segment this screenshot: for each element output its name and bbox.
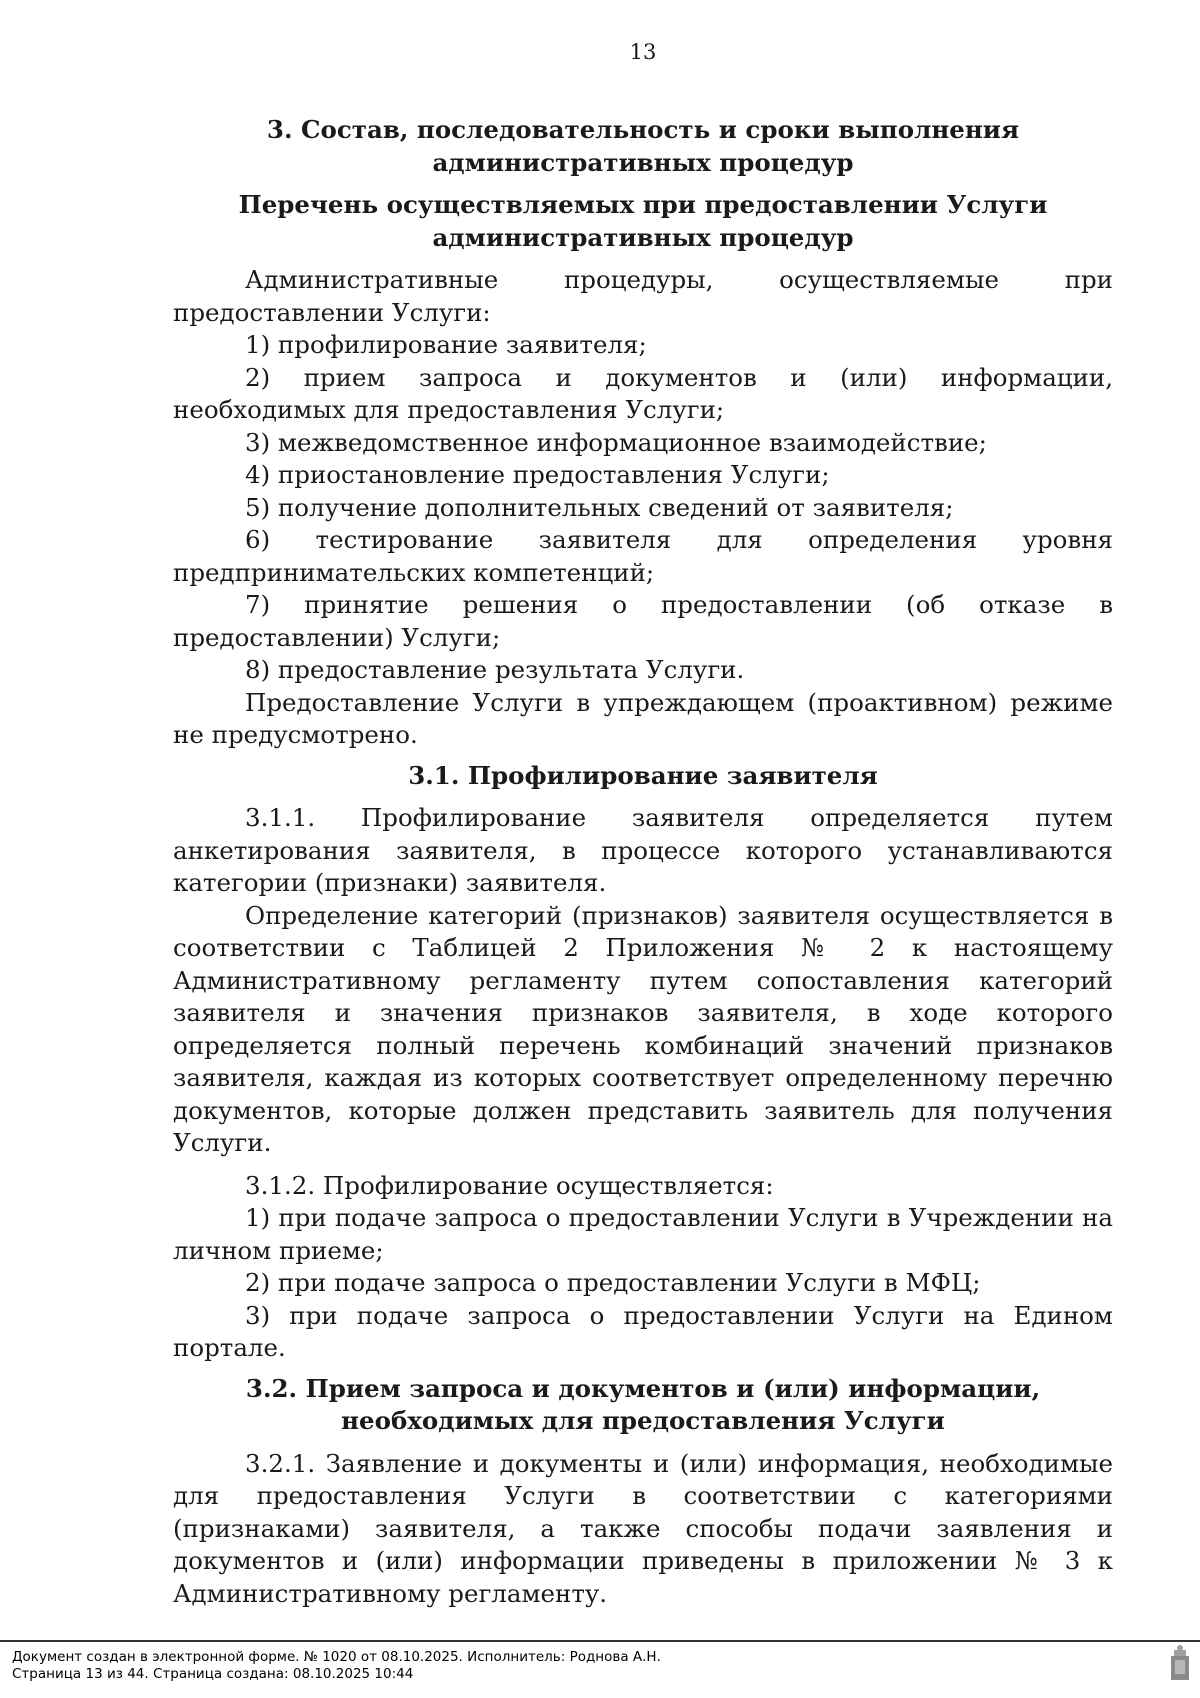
profiling-item: 3) при подаче запроса о предоставлении Услуги на Едином портале.: [173, 1300, 1113, 1362]
procedure-item: 1) профилирование заявителя;: [245, 330, 647, 359]
footer-line-page: Страница 13 из 44. Страница создана: 08.10.2025 10:44: [12, 1666, 414, 1682]
intro-paragraph: Административные процедуры, осуществляемые при предоставлении Услуги:: [173, 265, 1113, 327]
document-body: [173, 114, 1113, 1610]
footer-line-document: Документ создан в электронной форме. № 1020 от 08.10.2025. Исполнитель: Роднова А.Н.: [12, 1649, 661, 1665]
emblem-icon: [1168, 1644, 1192, 1682]
profiling-item: 1) при подаче запроса о предоставлении Услуги в Учреждении на личном приеме;: [173, 1203, 1113, 1265]
subheading-procedures-list: Перечень осуществляемых при предоставлении Услуги административных процедур: [238, 190, 1048, 252]
procedure-item: 7) принятие решения о предоставлении (об отказе в предоставлении) Услуги;: [173, 590, 1113, 652]
procedure-item: 8) предоставление результата Услуги.: [245, 655, 745, 684]
section-heading-3-2: 3.2. Прием запроса и документов и (или) информации, необходимых для предоставления Услуги: [245, 1373, 1041, 1435]
footer-divider: [0, 1640, 1200, 1642]
chapter-heading: 3. Состав, последовательность и сроки выполнения административных процедур: [266, 115, 1020, 177]
proactive-note: Предоставление Услуги в упреждающем (проактивном) режиме не предусмотрено.: [173, 687, 1113, 749]
document-footer: [0, 1640, 1200, 1698]
procedure-item: 6) тестирование заявителя для определения уровня предпринимательских компетенций;: [173, 525, 1113, 587]
procedure-item: 2) прием запроса и документов и (или) информации, необходимых для предоставления Услуги;: [173, 362, 1113, 424]
paragraph-3-1-2: 3.1.2. Профилирование осуществляется:: [245, 1170, 774, 1200]
page-number: 13: [629, 40, 657, 64]
procedure-item: 3) межведомственное информационное взаимодействие;: [245, 427, 987, 457]
paragraph-3-2-1: 3.2.1. Заявление и документы и (или) информация, необходимые для предоставления Услуги в соответствии с категориями (признаками) заявителя, а также способы подачи заявления и документов и (или) информации приведены в приложении № 3 к Административному регламенту.: [173, 1448, 1113, 1608]
procedure-item: 4) приостановление предоставления Услуги;: [245, 460, 830, 489]
footer-text: [12, 1649, 661, 1683]
profiling-item: 2) при подаче запроса о предоставлении Услуги в МФЦ;: [245, 1268, 981, 1297]
section-heading-3-1: 3.1. Профилирование заявителя: [408, 760, 878, 790]
paragraph-3-1-1: 3.1.1. Профилирование заявителя определяется путем анкетирования заявителя, в процессе которого устанавливаются категории (признаки) заявителя.: [173, 803, 1113, 897]
paragraph-categories: Определение категорий (признаков) заявителя осуществляется в соответствии с Таблицей 2 Приложения № 2 к настоящему Административному регламенту путем сопоставления категорий заявителя и значения признаков заявителя, в ходе которого определяется полный перечень комбинаций значений признаков заявителя, каждая из которых соответствует определенному перечню документов, которые должен представить заявитель для получения Услуги.: [173, 900, 1113, 1157]
procedure-item: 5) получение дополнительных сведений от заявителя;: [245, 492, 954, 522]
